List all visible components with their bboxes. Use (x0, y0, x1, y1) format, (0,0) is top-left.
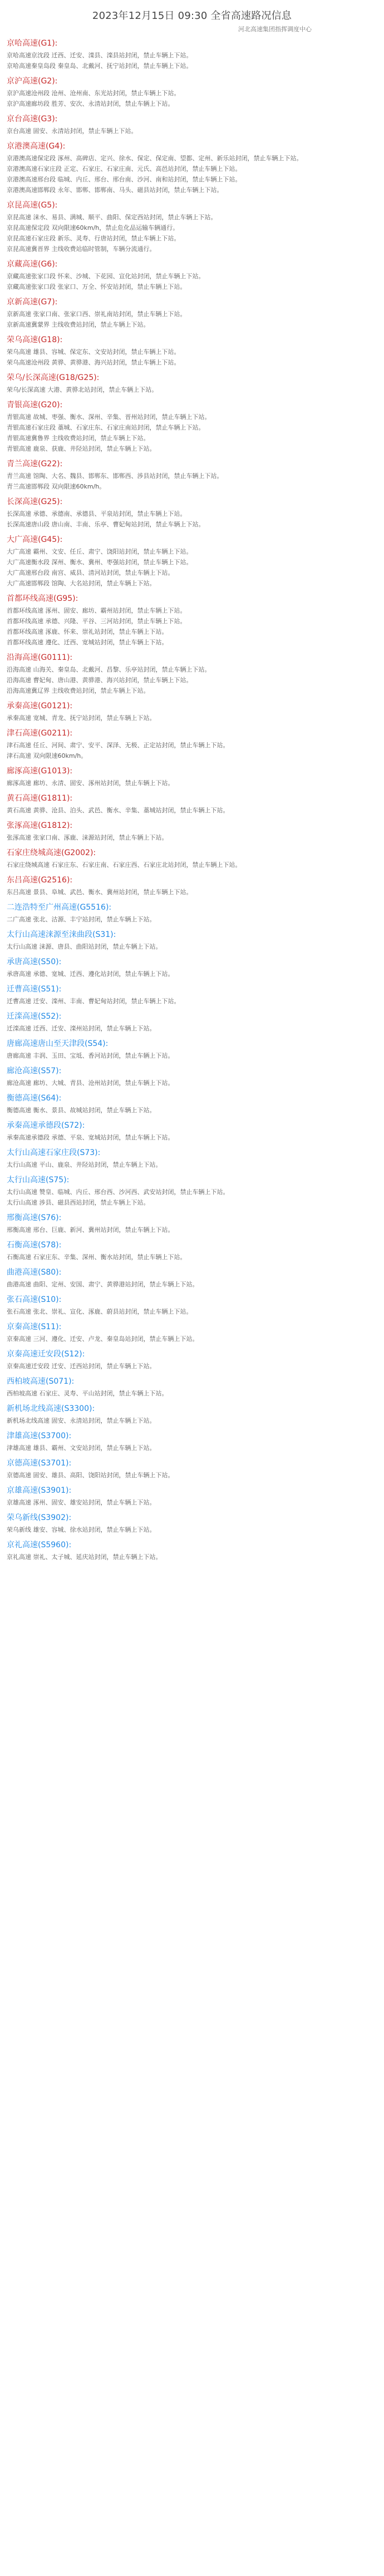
road-section-title: 承秦高速承德段(S72): (7, 1121, 85, 1130)
road-status-line: 京藏高速张家口段 怀来、沙城、下花园、宣化站封闭，禁止车辆上下站。 (7, 273, 205, 280)
road-status-line: 青银高速 故城、枣强、衡水、深州、辛集、晋州站封闭，禁止车辆上下站。 (7, 413, 211, 421)
road-status-line: 青银高速石家庄段 藁城、石家庄东、石家庄南站封闭，禁止车辆上下站。 (7, 424, 205, 431)
road-section (7, 766, 377, 788)
road-section-title: 邢衡高速(S76): (7, 1213, 62, 1222)
page-title: 2023年12月15日 09:30 全省高速路况信息 (92, 10, 292, 22)
road-status-line: 大广高速邯郸段 馆陶、大名站封闭，禁止车辆上下站。 (7, 580, 156, 587)
road-section-title: 衡德高速(S64): (7, 1094, 62, 1103)
road-status-line: 新机场北线高速 固安、永清站封闭，禁止车辆上下站。 (7, 1417, 156, 1424)
road-status-line: 石家庄绕城高速 石家庄东、石家庄南、石家庄西、石家庄北站封闭，禁止车辆上下站。 (7, 861, 242, 868)
road-section (7, 820, 377, 843)
road-status-line: 黄石高速 黄骅、沧县、泊头、武邑、衡水、辛集、藁城站封闭，禁止车辆上下站。 (7, 807, 229, 814)
road-section-title: 唐廊高速唐山至天津段(S54): (7, 1039, 109, 1048)
road-status-line: 青兰高速邯郸段 双向限速60km/h。 (7, 483, 106, 490)
road-status-line: 京台高速 固安、永清站封闭，禁止车辆上下站。 (7, 127, 137, 135)
road-status-line: 石衡高速 石家庄东、辛集、深州、衡水站封闭，禁止车辆上下站。 (7, 1254, 186, 1261)
road-section-title: 石衡高速(S78): (7, 1241, 62, 1250)
road-status-line: 京港澳高速石家庄段 正定、石家庄、石家庄南、元氏、高邑站封闭，禁止车辆上下站。 (7, 165, 242, 172)
road-status-line: 荣乌新线 雄安、容城、徐水站封闭，禁止车辆上下站。 (7, 1526, 156, 1533)
road-status-line: 京藏高速张家口段 张家口、万全、怀安站封闭，禁止车辆上下站。 (7, 283, 186, 290)
road-status-line: 京港澳高速保定段 涿州、高碑店、定兴、徐水、保定、保定南、望都、定州、新乐站封闭，禁止车辆上下站。 (7, 155, 303, 162)
road-section-title: 太行山高速石家庄段(S73): (7, 1148, 101, 1157)
road-status-line: 承唐高速 承德、宽城、迁西、遵化站封闭，禁止车辆上下站。 (7, 970, 174, 978)
road-status-line: 京雄高速 涿州、固安、雄安站封闭，禁止车辆上下站。 (7, 1499, 156, 1506)
road-section (7, 1212, 377, 1235)
road-section-title: 东吕高速(G2516): (7, 876, 73, 885)
source-label: 河北高速集团指挥调度中心 (238, 26, 312, 33)
road-status-line: 长深高速 承德、承德南、承德县、平泉站封闭，禁止车辆上下站。 (7, 510, 186, 517)
road-status-line: 廊沧高速 廊坊、大城、青县、沧州站封闭，禁止车辆上下站。 (7, 1079, 174, 1087)
road-status-line: 承秦高速 宽城、青龙、抚宁站封闭，禁止车辆上下站。 (7, 714, 156, 722)
road-status-line: 长深高速唐山段 唐山南、丰南、乐亭、曹妃甸站封闭，禁止车辆上下站。 (7, 521, 205, 528)
road-section-title: 石家庄绕城高速(G2002): (7, 848, 96, 857)
road-section (7, 1430, 377, 1453)
road-section-title: 京哈高速(G1): (7, 39, 58, 48)
road-status-line: 京昆高速石家庄段 新乐、灵寿、行唐站封闭，禁止车辆上下站。 (7, 235, 180, 242)
road-section-title: 张石高速(S10): (7, 1295, 62, 1304)
road-status-line: 唐廊高速 丰润、玉田、宝坻、香河站封闭，禁止车辆上下站。 (7, 1052, 174, 1059)
road-status-line: 邢衡高速 邢台、巨鹿、新河、冀州站封闭，禁止车辆上下站。 (7, 1226, 174, 1233)
road-section (7, 200, 377, 254)
road-section (7, 875, 377, 897)
road-section (7, 1485, 377, 1508)
road-status-line: 曲港高速 曲阳、定州、安国、肃宁、黄骅港站封闭，禁止车辆上下站。 (7, 1281, 199, 1288)
road-status-line: 迁滦高速 迁西、迁安、滦州站封闭，禁止车辆上下站。 (7, 1025, 156, 1032)
road-section-title: 承唐高速(S50): (7, 958, 62, 966)
road-section-title: 京礼高速(S5960): (7, 1541, 72, 1549)
road-status-line: 京沪高速沧州段 沧州、沧州南、东光站封闭，禁止车辆上下站。 (7, 90, 180, 97)
road-section (7, 1267, 377, 1290)
header (0, 0, 384, 33)
road-section (7, 1175, 377, 1208)
road-section-title: 二连浩特至广州高速(G5516): (7, 903, 112, 912)
road-status-line: 沿海高速 山海关、秦皇岛、北戴河、昌黎、乐亭站封闭，禁止车辆上下站。 (7, 666, 211, 673)
road-section (7, 1458, 377, 1481)
road-section-title: 京秦高速迁安段(S12): (7, 1350, 85, 1359)
road-section (7, 847, 377, 870)
road-section-title: 津雄高速(S3700): (7, 1432, 72, 1440)
road-section (7, 334, 377, 368)
road-section-title: 太行山高速涞源至涞曲段(S31): (7, 930, 116, 939)
road-status-line: 大广高速 霸州、文安、任丘、肃宁、饶阳站封闭，禁止车辆上下站。 (7, 548, 193, 555)
road-status-line: 荣乌高速沧州段 黄骅、黄骅港、海兴站封闭，禁止车辆上下站。 (7, 359, 180, 366)
road-section-title: 首都环线高速(G95): (7, 594, 78, 603)
road-status-line: 荣乌高速 雄县、容城、保定东、文安站封闭，禁止车辆上下站。 (7, 348, 180, 356)
road-status-line: 沿海高速冀辽界 主线收费站封闭，禁止车辆上下站。 (7, 687, 150, 694)
road-status-line: 京德高速 固安、雄县、高阳、饶阳站封闭，禁止车辆上下站。 (7, 1472, 174, 1479)
road-status-line: 京新高速冀蒙界 主线收费站封闭，禁止车辆上下站。 (7, 321, 150, 328)
road-section (7, 1093, 377, 1116)
road-section (7, 956, 377, 979)
road-section (7, 728, 377, 761)
road-section-title: 廊涿高速(G1013): (7, 767, 73, 776)
road-status-line: 太行山高速 赞皇、临城、内丘、邢台西、沙河西、武安站封闭，禁止车辆上下站。 (7, 1188, 229, 1196)
road-status-line: 京昆高速保定段 双向限速60km/h，禁止危化品运输车辆通行。 (7, 224, 179, 231)
road-section (7, 38, 377, 71)
road-status-line: 京港澳高速邯郸段 永年、邯郸、邯郸南、马头、磁县站封闭，禁止车辆上下站。 (7, 186, 223, 194)
road-status-line: 津石高速 双向限速60km/h。 (7, 752, 87, 759)
road-status-line: 迁曹高速 迁安、滦州、丰南、曹妃甸站封闭，禁止车辆上下站。 (7, 998, 180, 1005)
road-section (7, 1321, 377, 1344)
road-section (7, 1011, 377, 1034)
road-status-line: 首都环线高速 涿州、固安、廊坊、霸州站封闭，禁止车辆上下站。 (7, 607, 186, 614)
road-section (7, 1240, 377, 1262)
road-section (7, 1539, 377, 1562)
road-status-line: 京新高速 张家口南、张家口西、崇礼南站封闭，禁止车辆上下站。 (7, 310, 186, 318)
road-section (7, 593, 377, 648)
road-status-line: 青银高速冀鲁界 主线收费站封闭，禁止车辆上下站。 (7, 435, 150, 442)
road-status-line: 廊涿高速 廊坊、永清、固安、涿州站封闭，禁止车辆上下站。 (7, 779, 174, 787)
road-section (7, 1120, 377, 1143)
road-section (7, 458, 377, 492)
road-section-title: 黄石高速(G1811): (7, 794, 73, 803)
road-status-line: 津石高速 任丘、河间、肃宁、安平、深泽、无极、正定站封闭，禁止车辆上下站。 (7, 742, 229, 749)
road-section (7, 399, 377, 454)
road-section-title: 沿海高速(G0111): (7, 653, 73, 662)
road-status-line: 津雄高速 雄县、霸州、文安站封闭，禁止车辆上下站。 (7, 1444, 156, 1452)
road-status-line: 沿海高速 曹妃甸、唐山港、黄骅港、海兴站封闭，禁止车辆上下站。 (7, 677, 193, 684)
road-section (7, 652, 377, 696)
road-status-line: 二广高速 张北、沽源、丰宁站封闭，禁止车辆上下站。 (7, 916, 156, 923)
road-section (7, 1065, 377, 1088)
road-section (7, 113, 377, 136)
road-status-line: 京昆高速冀晋界 主线收费站临时管制，车辆分流通行。 (7, 245, 156, 253)
road-status-line: 太行山高速 平山、鹿泉、井陉站封闭，禁止车辆上下站。 (7, 1161, 162, 1168)
road-status-line: 西柏坡高速 石家庄、灵寿、平山站封闭，禁止车辆上下站。 (7, 1390, 168, 1397)
road-section (7, 1403, 377, 1426)
road-status-line: 首都环线高速 遵化、迁西、宽城站封闭，禁止车辆上下站。 (7, 639, 168, 646)
road-section-title: 廊沧高速(S57): (7, 1067, 62, 1075)
road-status-line: 京昆高速 涞水、易县、满城、顺平、曲阳、保定西站封闭，禁止车辆上下站。 (7, 214, 217, 221)
road-status-line: 青兰高速 馆陶、大名、魏县、邯郸东、邯郸西、涉县站封闭，禁止车辆上下站。 (7, 472, 223, 480)
road-section-title: 青银高速(G20): (7, 401, 63, 409)
road-section (7, 1349, 377, 1371)
road-section (7, 1038, 377, 1061)
road-section-title: 京德高速(S3701): (7, 1459, 72, 1468)
road-section (7, 1376, 377, 1399)
road-section (7, 534, 377, 589)
road-section-title: 京台高速(G3): (7, 115, 58, 124)
road-section-title: 京新高速(G7): (7, 298, 58, 307)
road-status-line: 京秦高速 三河、遵化、迁安、卢龙、秦皇岛站封闭，禁止车辆上下站。 (7, 1335, 199, 1343)
road-section (7, 496, 377, 530)
road-section-title: 京沪高速(G2): (7, 77, 58, 86)
road-section (7, 1294, 377, 1317)
road-status-line: 青银高速 鹿泉、获鹿、井陉站封闭，禁止车辆上下站。 (7, 445, 156, 452)
road-section-title: 青兰高速(G22): (7, 460, 63, 468)
road-status-line: 京秦高速迁安段 迁安、迁西站封闭，禁止车辆上下站。 (7, 1363, 156, 1370)
road-status-line: 衡德高速 衡水、景县、故城站封闭，禁止车辆上下站。 (7, 1107, 156, 1114)
road-status-line: 京哈高速秦皇岛段 秦皇岛、北戴河、抚宁站封闭，禁止车辆上下站。 (7, 62, 193, 70)
road-section (7, 76, 377, 109)
road-section-title: 张涿高速(G1812): (7, 821, 73, 830)
road-section-title: 曲港高速(S80): (7, 1268, 62, 1277)
road-status-line: 太行山高速 涞源、唐县、曲阳站封闭，禁止车辆上下站。 (7, 943, 162, 950)
road-status-line: 张石高速 张北、崇礼、宣化、涿鹿、蔚县站封闭，禁止车辆上下站。 (7, 1308, 193, 1315)
road-status-line: 首都环线高速 涿鹿、怀来、崇礼站封闭，禁止车辆上下站。 (7, 628, 168, 635)
road-section (7, 372, 377, 395)
road-section (7, 259, 377, 292)
road-section-title: 迁滦高速(S52): (7, 1012, 62, 1021)
road-section (7, 1147, 377, 1170)
road-section-title: 西柏坡高速(S071): (7, 1377, 75, 1386)
road-section (7, 929, 377, 952)
road-section-title: 太行山高速(S75): (7, 1176, 70, 1185)
road-section (7, 793, 377, 816)
road-status-line: 京礼高速 崇礼、太子城、延庆站封闭，禁止车辆上下站。 (7, 1553, 162, 1561)
road-section-title: 荣乌高速(G18): (7, 335, 63, 344)
road-section-title: 津石高速(G0211): (7, 729, 73, 738)
road-section-title: 长深高速(G25): (7, 497, 63, 506)
road-section-title: 京雄高速(S3901): (7, 1486, 72, 1495)
road-section-title: 大广高速(G45): (7, 535, 63, 544)
road-section-title: 荣乌新线(S3902): (7, 1513, 72, 1522)
road-status-line: 太行山高速 涉县、磁县西站封闭，禁止车辆上下站。 (7, 1199, 150, 1206)
road-section (7, 902, 377, 925)
road-status-line: 京哈高速京沈段 迁西、迁安、滦县、滦县站封闭，禁止车辆上下站。 (7, 52, 193, 59)
road-status-line: 张涿高速 张家口南、涿鹿、涞源站封闭，禁止车辆上下站。 (7, 834, 168, 841)
road-section (7, 297, 377, 330)
road-status-line: 承秦高速承德段 承德、平泉、宽城站封闭，禁止车辆上下站。 (7, 1134, 174, 1141)
road-status-line: 大广高速邢台段 南宫、威县、清河站封闭，禁止车辆上下站。 (7, 569, 174, 576)
road-status-line: 京港澳高速邢台段 临城、内丘、邢台、邢台南、沙河、南和站封闭，禁止车辆上下站。 (7, 176, 242, 183)
road-section (7, 700, 377, 723)
road-section-title: 京秦高速(S11): (7, 1322, 62, 1331)
road-status-line: 荣乌/长深高速 大港、黄骅北站封闭，禁止车辆上下站。 (7, 386, 158, 393)
road-status-line: 大广高速衡水段 深州、衡水、冀州、枣强站封闭，禁止车辆上下站。 (7, 559, 193, 566)
road-section-title: 京昆高速(G5): (7, 201, 58, 210)
road-section-title: 承秦高速(G0121): (7, 702, 73, 710)
road-section-title: 京港澳高速(G4): (7, 142, 66, 151)
road-section-title: 京藏高速(G6): (7, 260, 58, 269)
road-section (7, 984, 377, 1006)
road-section-title: 新机场北线高速(S3300): (7, 1404, 95, 1413)
road-status-line: 东吕高速 景县、阜城、武邑、衡水、冀州站封闭，禁止车辆上下站。 (7, 889, 193, 896)
road-status-line: 京沪高速廊坊段 胜芳、安次、永清站封闭，禁止车辆上下站。 (7, 100, 174, 107)
road-section (7, 1512, 377, 1535)
road-section (7, 141, 377, 195)
sections-list (0, 33, 384, 1562)
road-status-line: 首都环线高速 承德、兴隆、平谷、三河站封闭，禁止车辆上下站。 (7, 618, 186, 625)
road-section-title: 荣乌/长深高速(G18/G25): (7, 373, 100, 382)
road-section-title: 迁曹高速(S51): (7, 985, 62, 994)
